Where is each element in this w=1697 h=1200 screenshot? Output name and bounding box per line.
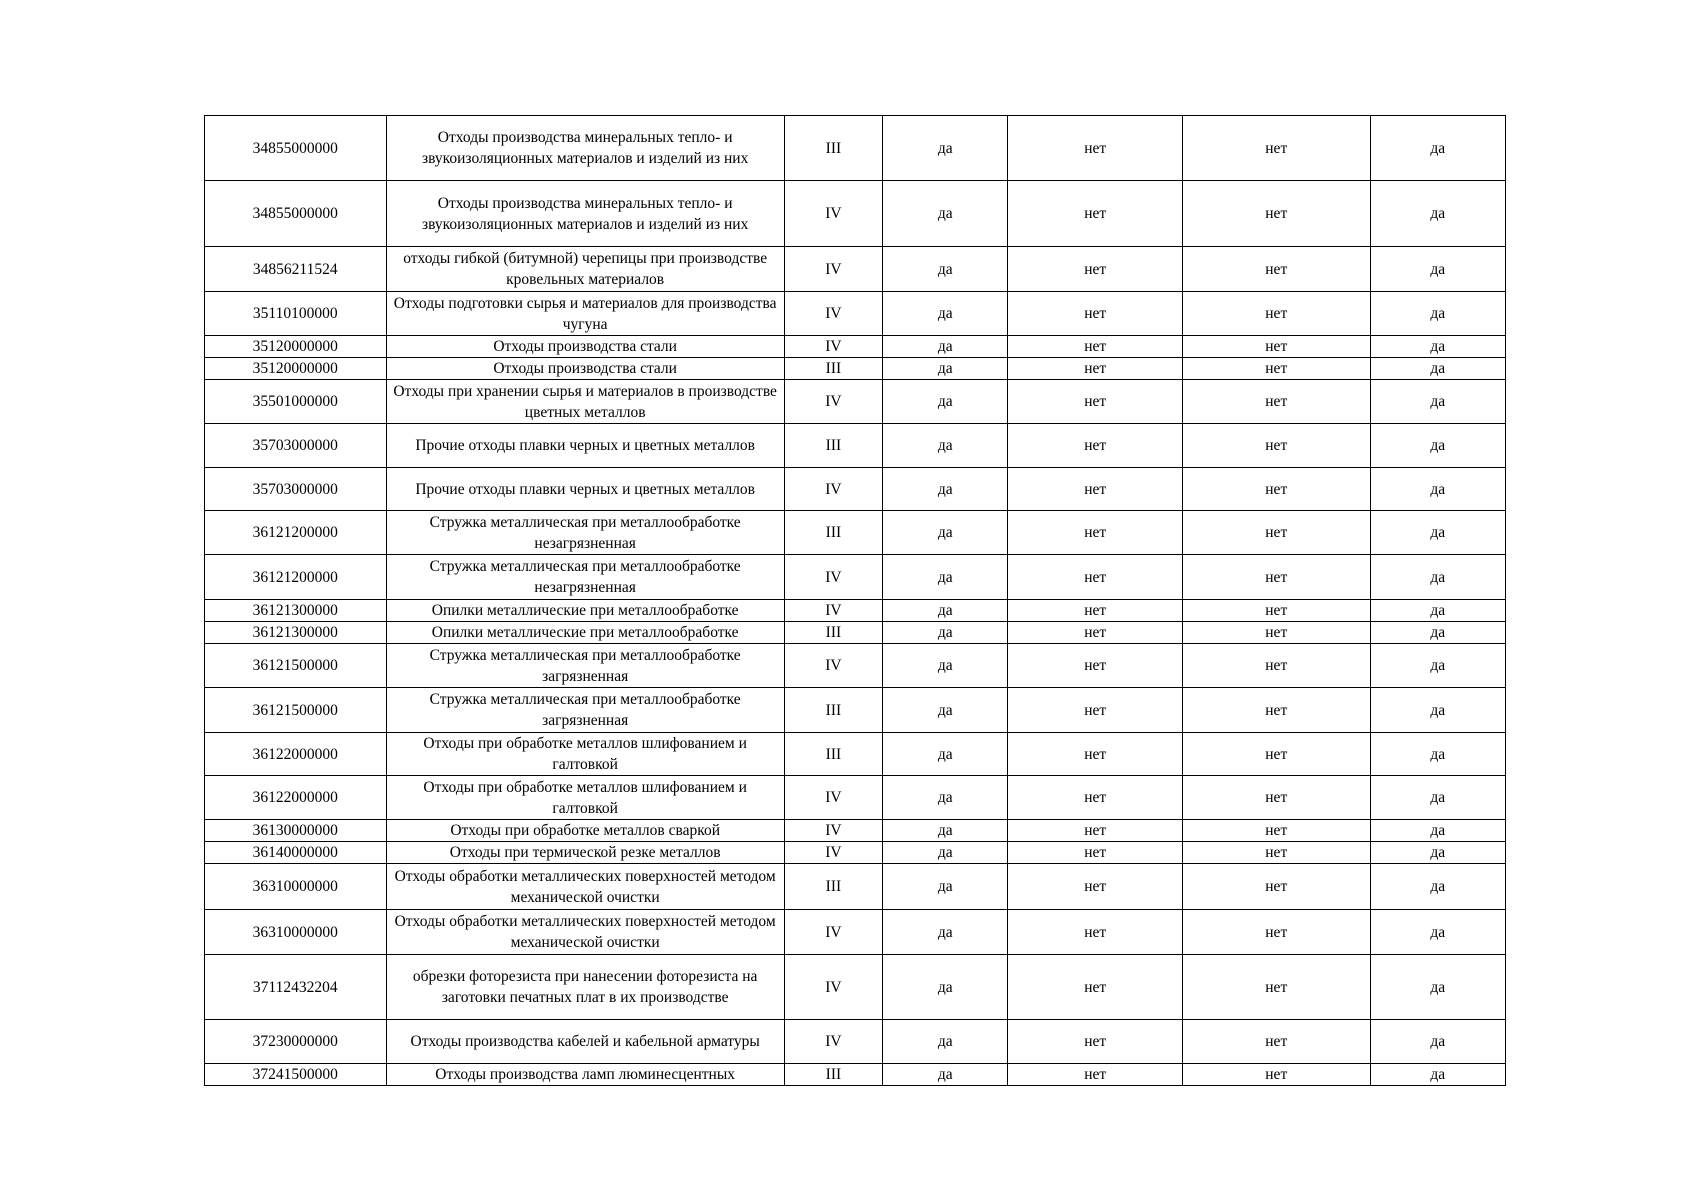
cell-code: 36310000000 — [205, 910, 387, 955]
cell-code: 36121300000 — [205, 600, 387, 622]
cell-col6: нет — [1182, 1064, 1370, 1086]
cell-col6: нет — [1182, 181, 1370, 247]
cell-col6: нет — [1182, 116, 1370, 181]
cell-col5: нет — [1008, 468, 1183, 511]
cell-col7: да — [1370, 424, 1505, 468]
table-row — [205, 864, 1506, 910]
cell-col7: да — [1370, 820, 1505, 842]
cell-col4: да — [883, 600, 1008, 622]
cell-col4: да — [883, 955, 1008, 1020]
cell-hazard-class: III — [784, 358, 882, 380]
cell-code: 36121500000 — [205, 688, 387, 733]
cell-col7: да — [1370, 776, 1505, 820]
cell-col5: нет — [1008, 688, 1183, 733]
table-row — [205, 555, 1506, 600]
cell-col4: да — [883, 864, 1008, 910]
cell-col5: нет — [1008, 358, 1183, 380]
cell-col7: да — [1370, 181, 1505, 247]
cell-hazard-class: IV — [784, 555, 882, 600]
cell-hazard-class: IV — [784, 600, 882, 622]
cell-col5: нет — [1008, 776, 1183, 820]
cell-col5: нет — [1008, 864, 1183, 910]
cell-hazard-class: IV — [784, 292, 882, 336]
cell-col7: да — [1370, 247, 1505, 292]
cell-col4: да — [883, 776, 1008, 820]
cell-name: Отходы производства стали — [386, 358, 784, 380]
cell-col4: да — [883, 116, 1008, 181]
cell-col4: да — [883, 688, 1008, 733]
cell-hazard-class: III — [784, 688, 882, 733]
cell-code: 36310000000 — [205, 864, 387, 910]
table-row — [205, 842, 1506, 864]
cell-col5: нет — [1008, 424, 1183, 468]
table-row — [205, 424, 1506, 468]
cell-col7: да — [1370, 555, 1505, 600]
cell-col5: нет — [1008, 733, 1183, 776]
cell-col6: нет — [1182, 733, 1370, 776]
table-row — [205, 955, 1506, 1020]
table-row — [205, 733, 1506, 776]
cell-hazard-class: IV — [784, 644, 882, 688]
cell-col7: да — [1370, 336, 1505, 358]
cell-name: Опилки металлические при металлообработке — [386, 600, 784, 622]
cell-name: Отходы обработки металлических поверхностей методом механической очистки — [386, 910, 784, 955]
cell-name: Стружка металлическая при металлообработке незагрязненная — [386, 511, 784, 555]
cell-hazard-class: IV — [784, 336, 882, 358]
cell-hazard-class: III — [784, 622, 882, 644]
table-row — [205, 688, 1506, 733]
cell-name: отходы гибкой (битумной) черепицы при производстве кровельных материалов — [386, 247, 784, 292]
cell-code: 35120000000 — [205, 336, 387, 358]
cell-code: 37241500000 — [205, 1064, 387, 1086]
cell-col6: нет — [1182, 380, 1370, 424]
cell-col6: нет — [1182, 511, 1370, 555]
cell-name: Стружка металлическая при металлообработке загрязненная — [386, 644, 784, 688]
cell-hazard-class: III — [784, 116, 882, 181]
cell-col7: да — [1370, 600, 1505, 622]
cell-col7: да — [1370, 688, 1505, 733]
cell-code: 36122000000 — [205, 776, 387, 820]
cell-col7: да — [1370, 511, 1505, 555]
cell-col7: да — [1370, 622, 1505, 644]
cell-col7: да — [1370, 644, 1505, 688]
table-row — [205, 247, 1506, 292]
cell-col7: да — [1370, 864, 1505, 910]
cell-hazard-class: IV — [784, 820, 882, 842]
cell-col4: да — [883, 511, 1008, 555]
table-row — [205, 644, 1506, 688]
cell-col4: да — [883, 1020, 1008, 1064]
cell-col4: да — [883, 181, 1008, 247]
cell-code: 36122000000 — [205, 733, 387, 776]
cell-code: 36121200000 — [205, 555, 387, 600]
cell-code: 35120000000 — [205, 358, 387, 380]
cell-col5: нет — [1008, 1020, 1183, 1064]
cell-col5: нет — [1008, 644, 1183, 688]
cell-col6: нет — [1182, 644, 1370, 688]
table-row — [205, 380, 1506, 424]
cell-name: Опилки металлические при металлообработке — [386, 622, 784, 644]
cell-name: Отходы производства кабелей и кабельной арматуры — [386, 1020, 784, 1064]
cell-name: Отходы производства ламп люминесцентных — [386, 1064, 784, 1086]
cell-col5: нет — [1008, 116, 1183, 181]
cell-code: 35703000000 — [205, 468, 387, 511]
cell-col6: нет — [1182, 820, 1370, 842]
cell-name: Отходы при обработке металлов сваркой — [386, 820, 784, 842]
cell-name: Отходы при обработке металлов шлифованием и галтовкой — [386, 733, 784, 776]
cell-col6: нет — [1182, 336, 1370, 358]
cell-hazard-class: III — [784, 1064, 882, 1086]
cell-col5: нет — [1008, 292, 1183, 336]
cell-hazard-class: IV — [784, 776, 882, 820]
table-row — [205, 116, 1506, 181]
cell-col6: нет — [1182, 555, 1370, 600]
cell-code: 34855000000 — [205, 116, 387, 181]
cell-code: 34855000000 — [205, 181, 387, 247]
table-body — [205, 116, 1506, 1086]
table-row — [205, 910, 1506, 955]
cell-name: Отходы при обработке металлов шлифованием и галтовкой — [386, 776, 784, 820]
cell-hazard-class: III — [784, 424, 882, 468]
cell-col5: нет — [1008, 955, 1183, 1020]
cell-col4: да — [883, 644, 1008, 688]
table-row — [205, 600, 1506, 622]
cell-col6: нет — [1182, 358, 1370, 380]
cell-col4: да — [883, 380, 1008, 424]
cell-code: 35501000000 — [205, 380, 387, 424]
table-row — [205, 622, 1506, 644]
cell-col4: да — [883, 622, 1008, 644]
cell-hazard-class: IV — [784, 842, 882, 864]
cell-col7: да — [1370, 468, 1505, 511]
cell-col5: нет — [1008, 1064, 1183, 1086]
table-row — [205, 776, 1506, 820]
cell-col6: нет — [1182, 955, 1370, 1020]
cell-col6: нет — [1182, 468, 1370, 511]
cell-col7: да — [1370, 1020, 1505, 1064]
cell-col5: нет — [1008, 336, 1183, 358]
cell-col5: нет — [1008, 820, 1183, 842]
cell-col4: да — [883, 842, 1008, 864]
cell-col6: нет — [1182, 776, 1370, 820]
table-row — [205, 292, 1506, 336]
cell-name: Отходы производства стали — [386, 336, 784, 358]
cell-col5: нет — [1008, 181, 1183, 247]
table-row — [205, 820, 1506, 842]
cell-col5: нет — [1008, 555, 1183, 600]
cell-col7: да — [1370, 955, 1505, 1020]
cell-col6: нет — [1182, 622, 1370, 644]
cell-col7: да — [1370, 1064, 1505, 1086]
cell-name: Отходы при термической резке металлов — [386, 842, 784, 864]
cell-hazard-class: III — [784, 511, 882, 555]
cell-hazard-class: IV — [784, 1020, 882, 1064]
cell-col6: нет — [1182, 842, 1370, 864]
cell-col6: нет — [1182, 1020, 1370, 1064]
cell-hazard-class: IV — [784, 181, 882, 247]
table-row — [205, 336, 1506, 358]
cell-col7: да — [1370, 910, 1505, 955]
cell-col7: да — [1370, 116, 1505, 181]
cell-col4: да — [883, 1064, 1008, 1086]
table-row — [205, 181, 1506, 247]
cell-col6: нет — [1182, 688, 1370, 733]
cell-col4: да — [883, 820, 1008, 842]
cell-col6: нет — [1182, 247, 1370, 292]
cell-code: 35703000000 — [205, 424, 387, 468]
cell-code: 36130000000 — [205, 820, 387, 842]
cell-col5: нет — [1008, 511, 1183, 555]
cell-hazard-class: IV — [784, 955, 882, 1020]
cell-col4: да — [883, 358, 1008, 380]
cell-name: Стружка металлическая при металлообработке загрязненная — [386, 688, 784, 733]
cell-code: 35110100000 — [205, 292, 387, 336]
cell-col4: да — [883, 424, 1008, 468]
cell-col4: да — [883, 247, 1008, 292]
cell-col4: да — [883, 733, 1008, 776]
cell-col6: нет — [1182, 424, 1370, 468]
cell-hazard-class: III — [784, 864, 882, 910]
cell-name: Стружка металлическая при металлообработке незагрязненная — [386, 555, 784, 600]
cell-col7: да — [1370, 292, 1505, 336]
cell-name: Отходы при хранении сырья и материалов в производстве цветных металлов — [386, 380, 784, 424]
cell-name: Отходы подготовки сырья и материалов для производства чугуна — [386, 292, 784, 336]
cell-col7: да — [1370, 842, 1505, 864]
cell-col6: нет — [1182, 292, 1370, 336]
cell-code: 37230000000 — [205, 1020, 387, 1064]
cell-col4: да — [883, 910, 1008, 955]
cell-code: 36121200000 — [205, 511, 387, 555]
cell-col7: да — [1370, 358, 1505, 380]
cell-name: Отходы производства минеральных тепло- и звукоизоляционных материалов и изделий из них — [386, 116, 784, 181]
cell-col7: да — [1370, 733, 1505, 776]
cell-col6: нет — [1182, 910, 1370, 955]
cell-hazard-class: IV — [784, 247, 882, 292]
cell-code: 36121300000 — [205, 622, 387, 644]
cell-col5: нет — [1008, 380, 1183, 424]
cell-hazard-class: III — [784, 733, 882, 776]
cell-col5: нет — [1008, 600, 1183, 622]
cell-col4: да — [883, 468, 1008, 511]
cell-col5: нет — [1008, 910, 1183, 955]
table-row — [205, 358, 1506, 380]
cell-hazard-class: IV — [784, 468, 882, 511]
waste-table — [204, 115, 1506, 1086]
cell-code: 36140000000 — [205, 842, 387, 864]
table-row — [205, 1064, 1506, 1086]
cell-col6: нет — [1182, 600, 1370, 622]
cell-col5: нет — [1008, 247, 1183, 292]
cell-hazard-class: IV — [784, 380, 882, 424]
cell-name: Прочие отходы плавки черных и цветных металлов — [386, 468, 784, 511]
cell-col6: нет — [1182, 864, 1370, 910]
cell-hazard-class: IV — [784, 910, 882, 955]
cell-col7: да — [1370, 380, 1505, 424]
cell-col4: да — [883, 292, 1008, 336]
cell-col4: да — [883, 336, 1008, 358]
cell-name: обрезки фоторезиста при нанесении фоторезиста на заготовки печатных плат в их производстве — [386, 955, 784, 1020]
cell-name: Отходы обработки металлических поверхностей методом механической очистки — [386, 864, 784, 910]
cell-name: Прочие отходы плавки черных и цветных металлов — [386, 424, 784, 468]
table-row — [205, 511, 1506, 555]
cell-code: 37112432204 — [205, 955, 387, 1020]
cell-code: 34856211524 — [205, 247, 387, 292]
cell-col5: нет — [1008, 842, 1183, 864]
cell-name: Отходы производства минеральных тепло- и звукоизоляционных материалов и изделий из них — [386, 181, 784, 247]
table-row — [205, 468, 1506, 511]
cell-col5: нет — [1008, 622, 1183, 644]
table-row — [205, 1020, 1506, 1064]
cell-code: 36121500000 — [205, 644, 387, 688]
cell-col4: да — [883, 555, 1008, 600]
